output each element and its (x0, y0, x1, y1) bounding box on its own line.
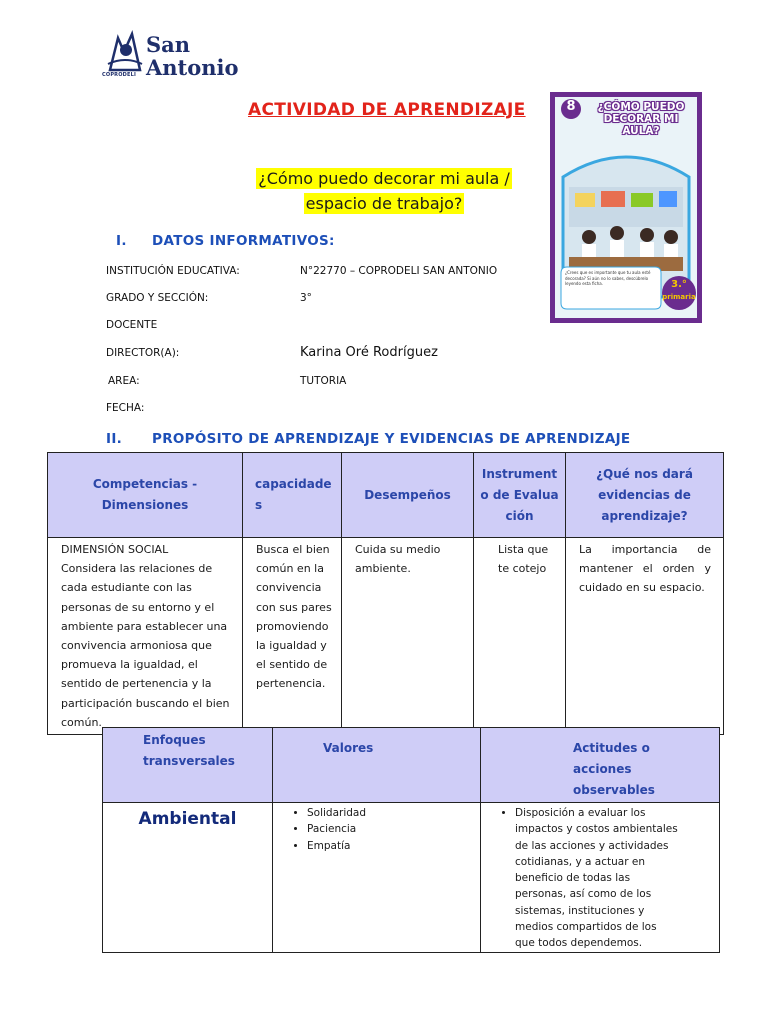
activity-subtitle (254, 166, 514, 216)
table-header-row (48, 453, 724, 538)
learning-purpose-table (47, 452, 724, 735)
info-label: FECHA: (106, 402, 145, 414)
cover-level: primaria (662, 293, 696, 301)
header-capacidades: capacidades (243, 453, 342, 538)
cell-actitudes (481, 803, 720, 953)
coprodeli-emblem-icon (102, 30, 148, 76)
cell-evidencias: La importancia de mantener el orden y cuidado en su espacio. (566, 538, 724, 735)
header-valores: Valores (273, 728, 481, 803)
info-label: GRADO Y SECCIÓN: (106, 292, 209, 304)
cell-capacidades: Busca el bien común en la convivencia con sus pares promoviendo la igualdad y el sentido de pertenencia. (243, 538, 342, 735)
header-enfoques: Enfoques transversales (103, 728, 273, 803)
info-value: N°22770 – COPRODELI SAN ANTONIO (300, 265, 498, 277)
cell-instrumento: Lista que te cotejo (474, 538, 566, 735)
document-title: ACTIVIDAD DE APRENDIZAJE (248, 100, 526, 120)
logo-wordmark (146, 33, 239, 79)
section-1-number: I. (116, 233, 127, 249)
table-header-row (103, 728, 720, 803)
cell-enfoque: Ambiental (103, 803, 273, 953)
cover-number: 8 (566, 99, 576, 114)
table-row (103, 803, 720, 953)
cover-caption: ¿Crees que es importante que tu aula esté decorada? Si aún no lo sabes, descúbrelo leyendo esta ficha. (565, 270, 651, 286)
transversal-approaches-table (102, 727, 720, 953)
book-cover-image (555, 97, 697, 318)
actitudes-list (481, 805, 679, 952)
list-item: • Disposición a evaluar los impactos y costos ambientales de las acciones y actividades cotidianas, y a actuar en beneficio de todas las personas, así como de los sistemas, instituciones y medios compartidos de los que todos dependemos. (515, 805, 679, 952)
cell-valores (273, 803, 481, 953)
header-desempenos: Desempeños (342, 453, 474, 538)
logo-sub: COPRODELI (102, 72, 137, 78)
list-item: • Solidaridad (307, 805, 480, 821)
valores-list (273, 805, 480, 854)
header-instrumento: Instrumento de Evaluación (474, 453, 566, 538)
info-label: AREA: (108, 375, 140, 387)
list-item: • Paciencia (307, 821, 480, 837)
info-label: DOCENTE (106, 319, 158, 331)
subtitle-line-1: ¿Cómo puedo decorar mi aula / (258, 169, 510, 188)
info-label: DIRECTOR(A): (106, 347, 180, 359)
header-actitudes: Actitudes o acciones observables (481, 728, 720, 803)
cell-desempenos: Cuida su medio ambiente. (342, 538, 474, 735)
cell-dimension (48, 538, 243, 735)
dimension-title: DIMENSIÓN SOCIAL (61, 543, 169, 556)
subtitle-line-2: espacio de trabajo? (305, 194, 463, 213)
list-item: • Empatía (307, 838, 480, 854)
table-row (48, 538, 724, 735)
info-value: TUTORIA (300, 375, 347, 387)
logo-line-1: San (146, 32, 191, 57)
cover-grade: 3.° (671, 279, 687, 290)
header-evidencias: ¿Qué nos dará evidencias de aprendizaje? (566, 453, 724, 538)
header-competencias: Competencias - Dimensiones (48, 453, 243, 538)
dimension-text: Considera las relaciones de cada estudiante con las personas de su entorno y el ambiente para establecer una convivencia armoniosa que promueva la igualdad, el sentido de pertenencia y la participación buscando el bien común. (61, 562, 230, 729)
info-label: INSTITUCIÓN EDUCATIVA: (106, 265, 240, 277)
cover-title: ¿CÓMO PUEDO DECORAR MI AULA? (597, 101, 685, 137)
info-value: Karina Oré Rodríguez (300, 345, 438, 360)
section-1-title: DATOS INFORMATIVOS: (152, 233, 335, 249)
section-2-title: PROPÓSITO DE APRENDIZAJE Y EVIDENCIAS DE APRENDIZAJE (152, 431, 631, 447)
info-value: 3° (300, 292, 312, 304)
section-2-number: II. (106, 431, 123, 447)
logo-line-2: Antonio (146, 55, 239, 80)
